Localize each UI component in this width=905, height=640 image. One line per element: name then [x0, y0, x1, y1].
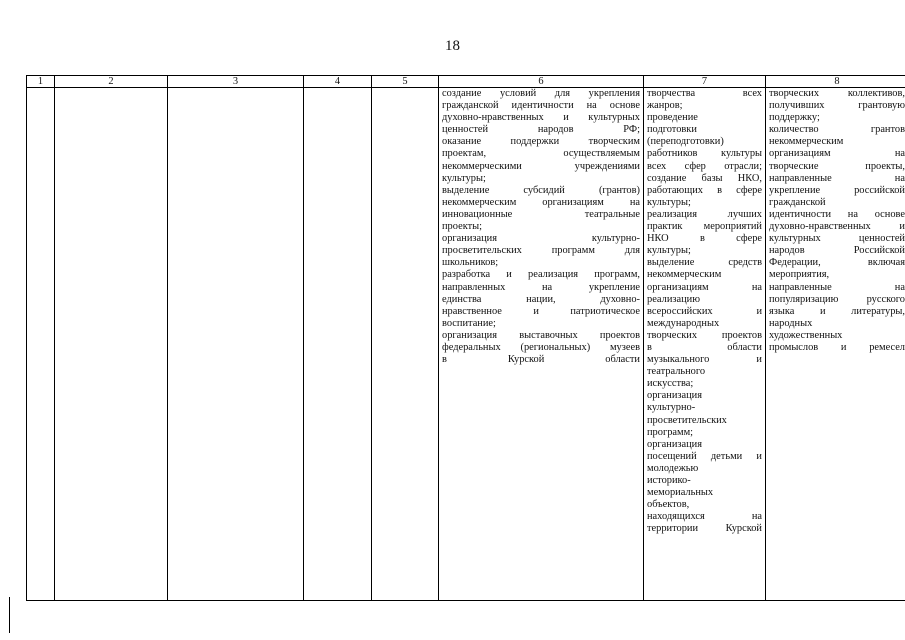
text-line: организациям на [647, 281, 762, 293]
text-line: историко- [647, 475, 691, 486]
text-line: выделение средств [647, 257, 762, 269]
activities-text [442, 88, 640, 366]
text-line: гражданской идентичности на основе [442, 100, 640, 112]
text-line: организация культурно- [442, 233, 640, 245]
text-line: проекты; [442, 221, 483, 233]
text-line: воспитание; [442, 317, 496, 329]
cell-col-4 [304, 88, 372, 601]
text-line: в Курской области [442, 354, 640, 366]
text-line: культуры; [647, 196, 691, 208]
text-line: ценностей народов РФ; [442, 124, 640, 136]
text-line: направленных на укрепление [442, 281, 640, 293]
text-line: создание условий для укрепления [442, 88, 640, 99]
text-line: идентичности на основе [769, 208, 905, 220]
text-line: всех сфер отрасли; [647, 160, 762, 172]
document-table [26, 75, 905, 601]
text-line: музыкального и [647, 354, 762, 366]
text-line: некоммерческим [769, 136, 844, 148]
text-line: федеральных (региональных) музеев [442, 341, 640, 353]
text-line: гражданской [769, 196, 826, 208]
text-line: НКО в сфере [647, 233, 762, 245]
text-line: организация [647, 390, 703, 402]
text-line: культурно- [647, 402, 696, 414]
text-line: молодежью [647, 462, 699, 474]
text-line: духовно-нравственных и культурных [442, 112, 640, 124]
text-line: укрепление российской [769, 184, 905, 196]
text-line: работающих в сфере [647, 184, 762, 196]
text-line: получивших грантовую [769, 100, 905, 112]
text-line: организациям на [769, 148, 905, 160]
column-header-1: 1 [27, 76, 55, 88]
text-line: территории Курской [647, 523, 762, 535]
cell-col-6-activities [439, 88, 644, 601]
text-line: народных [769, 317, 813, 329]
text-line: некоммерческими учреждениями [442, 160, 640, 172]
table-row [27, 88, 905, 601]
text-line: некоммерческим [647, 269, 722, 281]
text-line: просветительских программ для [442, 245, 640, 257]
text-line: искусства; [647, 378, 694, 390]
text-line: находящихся на [647, 511, 762, 523]
text-line: художественных [769, 329, 843, 341]
text-line: школьников; [442, 257, 499, 269]
text-line: выделение субсидий (грантов) [442, 184, 640, 196]
text-line: театрального [647, 366, 706, 378]
text-line: популяризацию русского [769, 293, 905, 305]
header-row [27, 76, 905, 88]
column-header-2: 2 [55, 76, 168, 88]
cell-col-2 [55, 88, 168, 601]
cell-col-7-measures [644, 88, 766, 601]
column-header-5: 5 [372, 76, 439, 88]
text-line: организация [647, 438, 703, 450]
text-line: проведение [647, 112, 698, 124]
text-line: творческие проекты, [769, 160, 905, 172]
text-line: мероприятия, [769, 269, 830, 281]
text-line: языка и литературы, [769, 305, 905, 317]
column-header-8: 8 [766, 76, 905, 88]
text-line: просветительских [647, 414, 727, 426]
text-line: всероссийских и [647, 305, 762, 317]
text-line: работников культуры [647, 148, 762, 160]
text-line: в области [647, 341, 762, 353]
text-line: разработка и реализация программ, [442, 269, 640, 281]
text-line: поддержку; [769, 112, 820, 124]
text-line: нравственное и патриотическое [442, 305, 640, 317]
text-line: духовно-нравственных и [769, 221, 905, 233]
text-line: направленные на [769, 172, 905, 184]
text-line: реализацию [647, 293, 700, 305]
text-line: объектов, [647, 499, 690, 511]
column-header-3: 3 [168, 76, 304, 88]
text-line: международных [647, 317, 720, 329]
text-line: проектам, осуществляемым [442, 148, 640, 160]
column-header-6: 6 [439, 76, 644, 88]
text-line: мемориальных [647, 487, 714, 499]
measures-text [647, 88, 762, 535]
text-line: посещений детьми и [647, 450, 762, 462]
column-header-7: 7 [644, 76, 766, 88]
text-line: культуры; [647, 245, 691, 257]
text-line: практик мероприятий [647, 221, 762, 233]
text-line: (переподготовки) [647, 136, 724, 148]
text-line: творческих коллективов, [769, 88, 905, 99]
cell-col-8-indicators [766, 88, 905, 601]
text-line: культурных ценностей [769, 233, 905, 245]
text-line: количество грантов [769, 124, 905, 136]
text-line: жанров; [647, 100, 683, 112]
text-line: некоммерческим организациям на [442, 196, 640, 208]
text-line: культуры; [442, 172, 486, 184]
text-line: создание базы НКО, [647, 172, 762, 184]
cell-col-1 [27, 88, 55, 601]
text-line: организация выставочных проектов [442, 329, 640, 341]
text-line: подготовки [647, 124, 697, 136]
cell-col-5 [372, 88, 439, 601]
text-line: оказание поддержки творческим [442, 136, 640, 148]
cell-col-3 [168, 88, 304, 601]
text-line: творчества всех [647, 88, 762, 99]
text-line: единства нации, духовно- [442, 293, 640, 305]
indicators-text [769, 88, 905, 354]
page-number: 18 [445, 38, 460, 54]
text-line: направленные на [769, 281, 905, 293]
text-line: инновационные театральные [442, 208, 640, 220]
text-line: программ; [647, 426, 694, 438]
text-line: промыслов и ремесел [769, 341, 905, 353]
text-line: Федерации, включая [769, 257, 905, 269]
text-line: народов Российской [769, 245, 905, 257]
column-header-4: 4 [304, 76, 372, 88]
margin-mark [9, 597, 10, 633]
text-line: реализация лучших [647, 208, 762, 220]
text-line: творческих проектов [647, 329, 762, 341]
